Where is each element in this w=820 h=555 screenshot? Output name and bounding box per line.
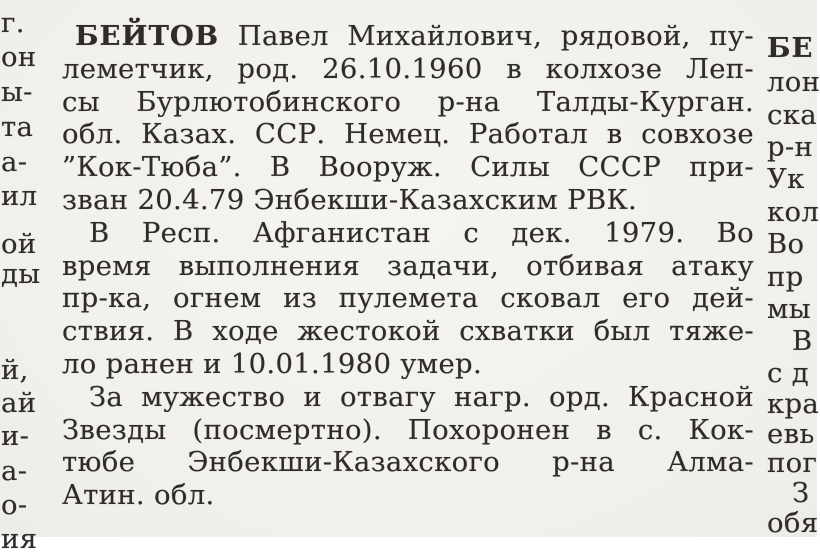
text-line: ло ранен и 10.01.1980 умер. bbox=[62, 347, 482, 380]
right-column-fragment: ска bbox=[767, 99, 817, 131]
right-column-fragment: Во bbox=[767, 228, 805, 260]
right-column-fragment: обя bbox=[767, 507, 819, 539]
left-column-fragment: й, bbox=[1, 354, 29, 386]
right-column-fragment: БЕ bbox=[767, 32, 814, 64]
text-line: В Респ. Афганистан с дек. 1979. Во bbox=[89, 216, 754, 249]
left-column-fragment: ил bbox=[1, 180, 38, 212]
entry-line-rest: Павел Михайлович, рядовой, пу- bbox=[219, 20, 754, 52]
text-line: ”Кок-Тюба”. В Вооруж. Силы СССР при- bbox=[62, 151, 754, 184]
text-line: сы Бурлютобинского р-на Талды-Курган. bbox=[62, 85, 754, 118]
left-column-fragment: а- bbox=[1, 455, 28, 487]
text-line: Атин. обл. bbox=[62, 479, 215, 512]
left-column-fragment: он bbox=[1, 41, 37, 73]
left-column-fragment: г. bbox=[1, 7, 25, 39]
left-column-fragment: ы- bbox=[1, 76, 33, 108]
right-column-fragment: лон bbox=[767, 66, 820, 98]
text-line: Звезды (посмертно). Похоронен в с. Кок- bbox=[62, 413, 754, 446]
main-entry bbox=[62, 20, 754, 512]
right-column-fragment: пог bbox=[767, 447, 818, 479]
text-line: зван 20.4.79 Энбекши-Казахским РВК. bbox=[62, 183, 638, 216]
right-column-fragment: с д bbox=[767, 357, 809, 389]
right-column-fragment: З bbox=[792, 477, 810, 509]
left-column-fragment: ай bbox=[1, 387, 37, 419]
right-column-fragment: кра bbox=[767, 388, 820, 420]
text-line: леметчик, род. 26.10.1960 в колхозе Леп- bbox=[62, 52, 754, 85]
text-line: За мужество и отвагу нагр. орд. Красной bbox=[89, 380, 754, 413]
right-column-fragment: евь bbox=[767, 418, 815, 450]
text-line: тюбе Энбекши-Казахского р-на Алма- bbox=[62, 446, 754, 479]
text-line: ствия. В ходе жестокой схватки был тяже- bbox=[62, 315, 754, 348]
text-line bbox=[62, 20, 754, 53]
left-column-fragment: та bbox=[1, 111, 34, 143]
left-column-fragment: ой bbox=[1, 228, 37, 260]
right-column-fragment: мы bbox=[767, 293, 811, 325]
text-line: пр-ка, огнем из пулемета сковал его дей- bbox=[62, 282, 754, 315]
text-line: обл. Казах. ССР. Немец. Работал в совхозе bbox=[62, 118, 754, 151]
left-column-fragment: ия bbox=[1, 523, 38, 555]
entry-surname: БЕЙТОВ bbox=[75, 20, 220, 52]
left-column-fragment: а- bbox=[1, 146, 28, 178]
left-column-fragment: о- bbox=[1, 489, 28, 521]
left-column-fragment: и- bbox=[1, 420, 30, 452]
right-column-fragment: В bbox=[792, 325, 813, 357]
right-column-fragment: кол bbox=[767, 196, 820, 228]
right-column-fragment: р-н bbox=[767, 131, 814, 163]
right-column-fragment: пр bbox=[767, 261, 804, 293]
left-column-fragment: ды bbox=[1, 258, 41, 290]
right-column-fragment: Ук bbox=[767, 163, 805, 195]
text-line: время выполнения задачи, отбивая атаку bbox=[62, 249, 754, 282]
